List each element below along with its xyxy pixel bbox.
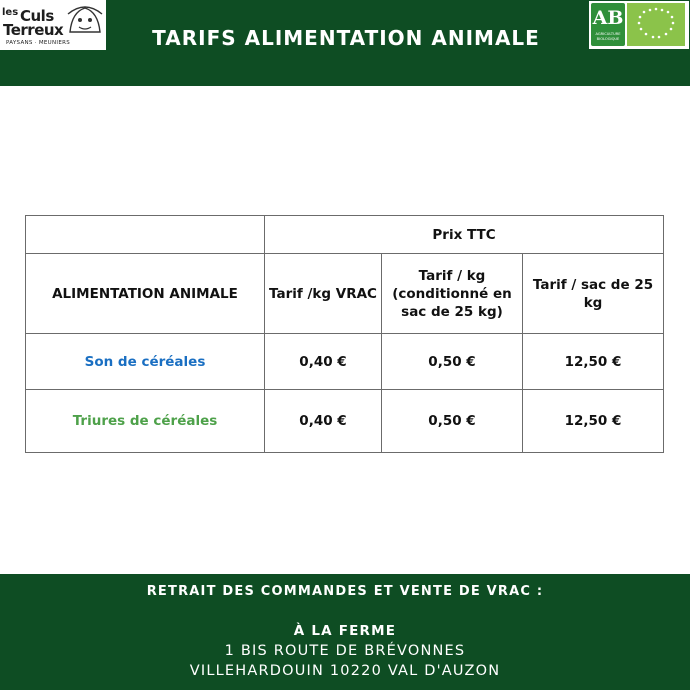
organic-label [589,1,689,49]
col-header-product: ALIMENTATION ANIMALE [26,254,265,334]
table-row [26,390,664,453]
address-line-1: 1 BIS ROUTE DE BRÉVONNES [224,643,466,659]
col-header-bulk-price: Tarif /kg VRAC [265,254,382,334]
ab-caption-line2: BIOLOGIQUE [596,37,620,41]
price-bagged-kg: 0,50 € [382,390,523,453]
ab-caption [591,32,625,42]
footer-band [0,574,690,690]
pickup-heading: RETRAIT DES COMMANDES ET VENTE DE VRAC : [146,584,544,599]
ab-logo [591,3,625,46]
price-bulk-kg: 0,40 € [265,334,382,390]
logo-tagline: PAYSANS · MEUNIERS [6,40,71,46]
price-table [25,215,664,453]
brand-logo [0,0,106,50]
price-bag: 12,50 € [523,334,664,390]
product-name: Triures de céréales [26,390,265,453]
product-name: Son de céréales [26,334,265,390]
ab-letters: AB [592,7,624,29]
address-line-2: VILLEHARDOUIN 10220 VAL D'AUZON [189,663,501,679]
table-row [26,334,664,390]
empty-corner-cell [26,216,265,254]
price-group-header: Prix TTC [265,216,664,254]
price-bagged-kg: 0,50 € [382,334,523,390]
column-header-row [26,254,664,334]
price-group-row [26,216,664,254]
col-header-bagged-kg-price: Tarif / kg (conditionné en sac de 25 kg) [382,254,523,334]
col-header-bag-price: Tarif / sac de 25 kg [523,254,664,334]
eu-organic-leaf-icon [627,3,685,46]
price-bulk-kg: 0,40 € [265,390,382,453]
pickup-place: À LA FERME [293,623,397,639]
logo-word-terreux: Terreux [3,21,64,39]
page-title: TARIFS ALIMENTATION ANIMALE [152,26,540,50]
farmer-illustration-icon [66,2,104,38]
ab-caption-line1: AGRICULTURE [595,32,621,36]
price-bag: 12,50 € [523,390,664,453]
logo-word-culs: Culs [20,7,54,25]
header-band [0,0,690,86]
logo-word-les: les [2,7,19,18]
